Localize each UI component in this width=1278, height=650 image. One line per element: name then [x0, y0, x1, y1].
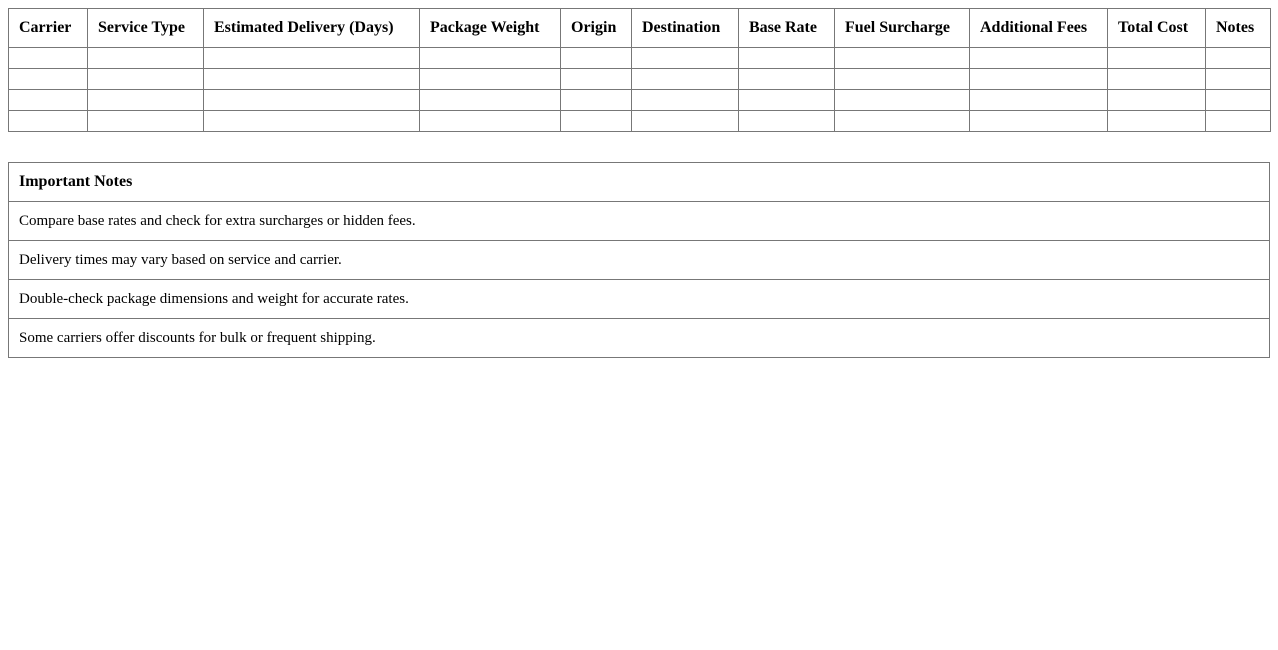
column-header-service-type: Service Type	[88, 9, 204, 48]
table-cell	[561, 90, 632, 111]
table-cell	[88, 48, 204, 69]
note-text: Double-check package dimensions and weight for accurate rates.	[9, 280, 1270, 319]
column-header-carrier: Carrier	[9, 9, 88, 48]
table-row	[9, 69, 1271, 90]
table-cell	[204, 90, 420, 111]
table-cell	[970, 69, 1108, 90]
column-header-estimated-delivery: Estimated Delivery (Days)	[204, 9, 420, 48]
table-header-row	[9, 9, 1271, 48]
table-cell	[835, 90, 970, 111]
table-cell	[632, 111, 739, 132]
table-row	[9, 48, 1271, 69]
list-item	[9, 280, 1270, 319]
table-cell	[9, 69, 88, 90]
table-cell	[1108, 48, 1206, 69]
notes-header-row	[9, 163, 1270, 202]
column-header-destination: Destination	[632, 9, 739, 48]
table-row	[9, 111, 1271, 132]
table-cell	[561, 111, 632, 132]
important-notes-table	[8, 162, 1270, 358]
list-item	[9, 202, 1270, 241]
page-content	[8, 8, 1270, 358]
table-cell	[739, 69, 835, 90]
table-cell	[9, 48, 88, 69]
table-cell	[88, 111, 204, 132]
table-cell	[9, 111, 88, 132]
table-cell	[420, 111, 561, 132]
table-cell	[1108, 90, 1206, 111]
table-cell	[1206, 48, 1271, 69]
table-cell	[835, 48, 970, 69]
column-header-base-rate: Base Rate	[739, 9, 835, 48]
table-cell	[88, 69, 204, 90]
table-cell	[739, 111, 835, 132]
table-cell	[632, 69, 739, 90]
list-item	[9, 241, 1270, 280]
note-text: Delivery times may vary based on service and carrier.	[9, 241, 1270, 280]
column-header-notes: Notes	[1206, 9, 1271, 48]
column-header-additional-fees: Additional Fees	[970, 9, 1108, 48]
table-cell	[204, 69, 420, 90]
table-cell	[970, 90, 1108, 111]
table-cell	[420, 69, 561, 90]
table-cell	[9, 90, 88, 111]
note-text: Compare base rates and check for extra surcharges or hidden fees.	[9, 202, 1270, 241]
table-cell	[835, 111, 970, 132]
column-header-origin: Origin	[561, 9, 632, 48]
table-cell	[970, 48, 1108, 69]
table-cell	[561, 48, 632, 69]
table-cell	[420, 48, 561, 69]
table-cell	[204, 111, 420, 132]
table-cell	[204, 48, 420, 69]
table-cell	[739, 90, 835, 111]
column-header-total-cost: Total Cost	[1108, 9, 1206, 48]
table-cell	[1206, 90, 1271, 111]
table-cell	[835, 69, 970, 90]
list-item	[9, 319, 1270, 358]
table-cell	[1108, 69, 1206, 90]
table-cell	[1108, 111, 1206, 132]
column-header-fuel-surcharge: Fuel Surcharge	[835, 9, 970, 48]
column-header-package-weight: Package Weight	[420, 9, 561, 48]
table-cell	[632, 48, 739, 69]
table-cell	[561, 69, 632, 90]
table-cell	[420, 90, 561, 111]
table-cell	[88, 90, 204, 111]
note-text: Some carriers offer discounts for bulk or frequent shipping.	[9, 319, 1270, 358]
table-cell	[632, 90, 739, 111]
table-cell	[1206, 69, 1271, 90]
shipping-rates-table	[8, 8, 1271, 132]
notes-title: Important Notes	[9, 163, 1270, 202]
table-cell	[970, 111, 1108, 132]
table-row	[9, 90, 1271, 111]
table-cell	[739, 48, 835, 69]
table-cell	[1206, 111, 1271, 132]
